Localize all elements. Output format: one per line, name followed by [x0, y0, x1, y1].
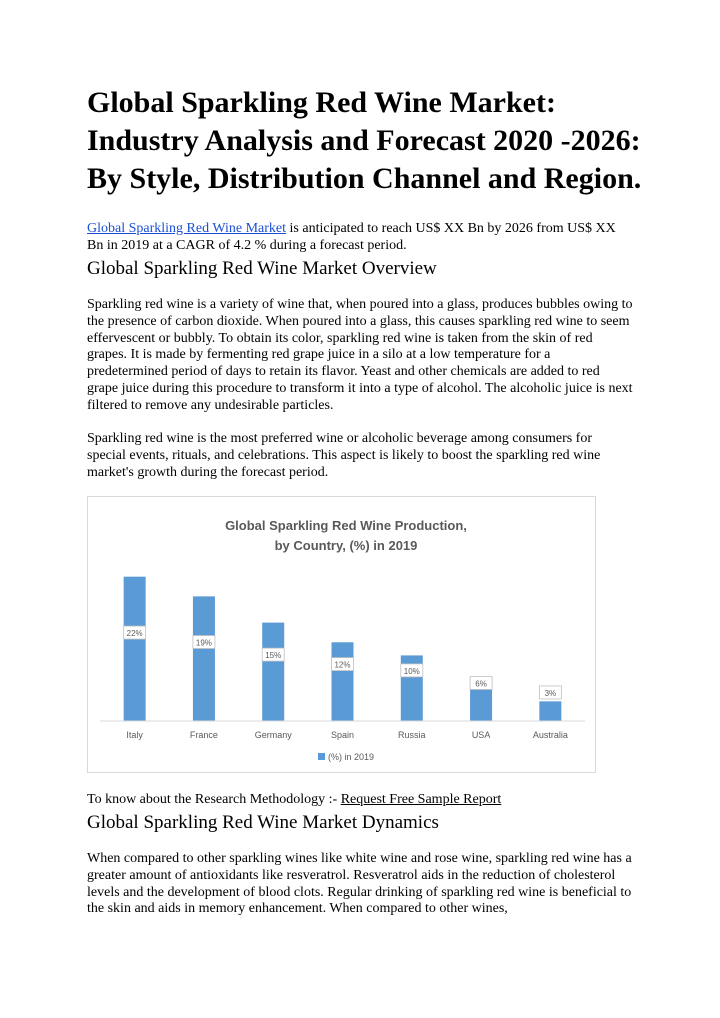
title-line-3: By Style, Distribution Channel and Region. [87, 162, 642, 195]
data-label-usa: 6% [475, 679, 487, 689]
bar-italy [124, 577, 146, 721]
request-sample-link[interactable]: Request Free Sample Report [340, 792, 502, 807]
dynamics-paragraph-1: When compared to other sparkling wines like white wine and rose wine, sparkling red wine has a greater amount of antioxidants like resveratrol. Resveratrol aids in the reduction of cholesterol levels and the development of blood clots. Regular drinking of sparkling red wine is beneficial to the skin and aids in memory enhancement. When compared to other wines, [87, 851, 632, 917]
methodology-paragraph [87, 792, 633, 809]
chart-svg [88, 497, 595, 772]
data-label-germany: 15% [265, 651, 282, 661]
bar-france [193, 596, 215, 721]
data-label-france: 19% [195, 638, 212, 648]
data-label-russia: 10% [403, 666, 420, 676]
chart-title-line-2: by Country, (%) in 2019 [274, 538, 418, 553]
x-tick-label-spain: Spain [330, 730, 355, 740]
title-line-2: Industry Analysis and Forecast 2020 -2026: [87, 124, 641, 157]
page-title [87, 84, 647, 198]
legend-swatch [318, 753, 325, 760]
x-tick-label-germany: Germany [254, 730, 292, 740]
market-link[interactable]: Global Sparkling Red Wine Market [87, 221, 287, 236]
intro-text: is anticipated to reach US$ XX Bn by 2026 from US$ XX Bn in 2019 at a CAGR of 4.2 % during a forecast period. [87, 221, 616, 253]
x-tick-label-france: France [189, 730, 218, 740]
methodology-text: To know about the Research Methodology :- [87, 792, 341, 807]
data-label-italy: 22% [126, 629, 143, 639]
bar-spain [332, 642, 354, 721]
legend-label: (%) in 2019 [328, 752, 375, 762]
overview-paragraph-1: Sparkling red wine is a variety of wine that, when poured into a glass, produces bubbles owing to the presence of carbon dioxide. When poured into a glass, this causes sparkling red wine to seem effervescent or bubbly. To obtain its color, sparkling red wine is taken from the skin of red grapes. It is made by fermenting red grape juice in a silo at a low temperature for a predetermined period of days to retain its flavor. Yeast and other chemicals are added to red grape juice during this procedure to transform it into a type of alcohol. The alcoholic juice is next filtered to remove any undesirable particles. [87, 297, 633, 413]
dynamics-heading: Global Sparkling Red Wine Market Dynamics [87, 812, 439, 833]
x-tick-label-italy: Italy [126, 730, 143, 740]
overview-heading: Global Sparkling Red Wine Market Overview [87, 258, 437, 279]
bar-germany [262, 623, 284, 721]
title-line-1: Global Sparkling Red Wine Market: [87, 86, 556, 119]
x-tick-label-usa: USA [471, 730, 491, 740]
data-label-spain: 12% [334, 660, 351, 670]
intro-paragraph [87, 221, 633, 255]
overview-paragraph-2: Sparkling red wine is the most preferred wine or alcoholic beverage among consumers for special events, rituals, and celebrations. This aspect is likely to boost the sparkling red wine market's growth during the forecast period. [87, 431, 601, 480]
x-tick-label-australia: Australia [532, 730, 568, 740]
bar-australia [539, 701, 561, 721]
production-chart [87, 496, 596, 773]
chart-legend [318, 752, 374, 762]
chart-title-line-1: Global Sparkling Red Wine Production, [225, 518, 467, 533]
data-label-australia: 3% [544, 688, 557, 698]
x-tick-label-russia: Russia [398, 730, 426, 740]
